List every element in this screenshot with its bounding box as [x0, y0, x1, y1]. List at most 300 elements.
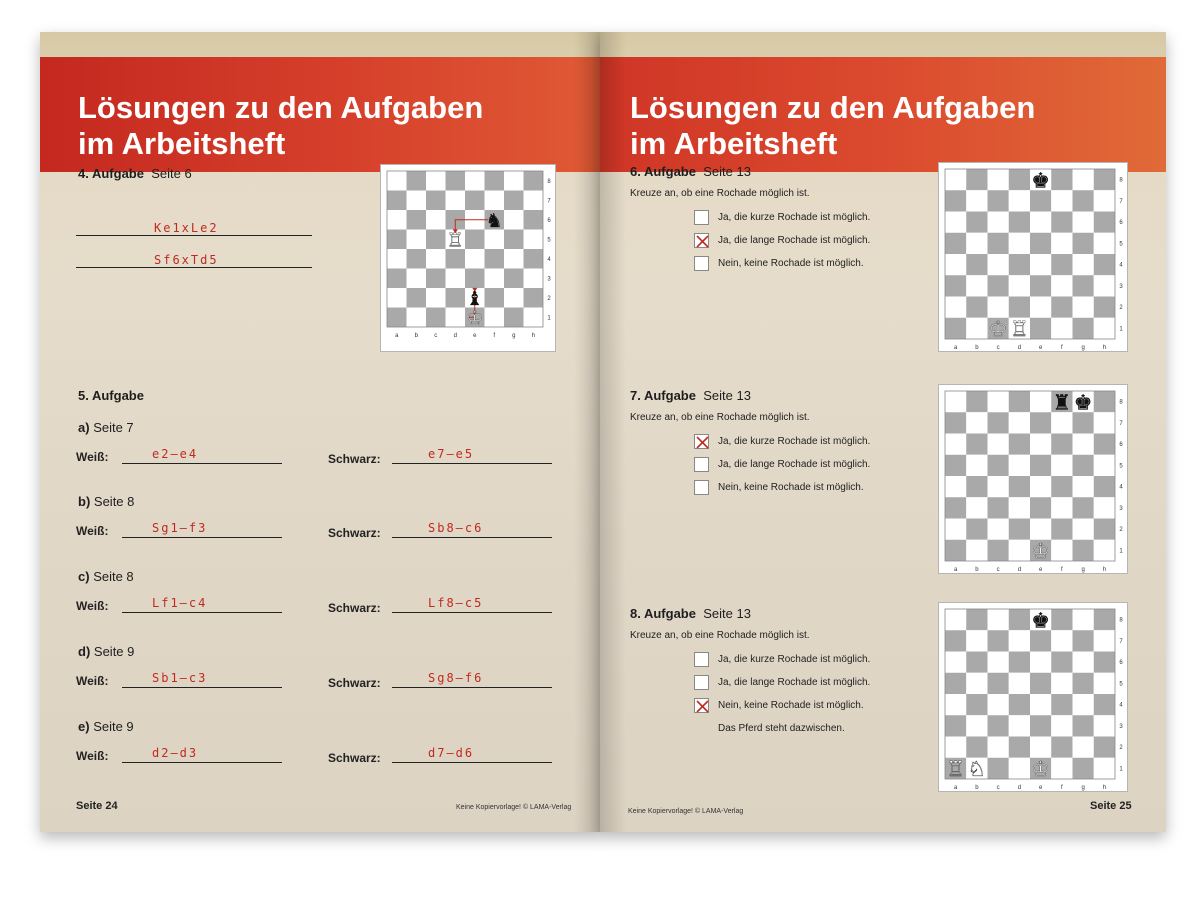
- board-square: [1094, 540, 1115, 561]
- rank-label: 8: [1119, 399, 1123, 406]
- gutter-shadow: [600, 32, 626, 832]
- board-square: [387, 308, 407, 328]
- answer-line: [122, 612, 282, 613]
- rank-label: 6: [547, 217, 551, 224]
- board-square: [1009, 190, 1030, 211]
- board-square: [1030, 652, 1051, 673]
- board-square: [1094, 233, 1115, 254]
- board-square: [504, 191, 524, 211]
- board-square: [988, 212, 1009, 233]
- black-move-answer: d7–d6: [428, 746, 475, 760]
- board-square: [1009, 694, 1030, 715]
- white-king-icon: ♔: [466, 306, 484, 330]
- black-label: Schwarz:: [328, 526, 381, 540]
- left-page: [40, 32, 600, 832]
- black-king-icon: ♚: [1031, 608, 1050, 633]
- file-label: d: [1017, 345, 1022, 351]
- board-square: [426, 191, 446, 211]
- board-square: [1073, 455, 1094, 476]
- board-square: [988, 519, 1009, 540]
- black-rook-icon: ♜: [1052, 390, 1072, 415]
- file-label: c: [996, 785, 1000, 791]
- board-square: [1051, 275, 1072, 296]
- option-label: Ja, die kurze Rochade ist möglich.: [718, 654, 871, 665]
- file-label: g: [1081, 345, 1085, 351]
- board-svg: [939, 603, 1127, 791]
- board-square: [1030, 233, 1051, 254]
- option-checkbox[interactable]: [694, 233, 709, 248]
- board-square: [1051, 318, 1072, 339]
- board-square: [1051, 652, 1072, 673]
- board-square: [1073, 169, 1094, 190]
- board-square: [407, 210, 427, 230]
- white-knight-icon: ♘: [967, 757, 987, 782]
- rank-label: 8: [547, 178, 551, 185]
- option-label: Ja, die lange Rochade ist möglich.: [718, 677, 871, 688]
- board-square: [1009, 233, 1030, 254]
- board-square: [1051, 233, 1072, 254]
- board-square: [1051, 519, 1072, 540]
- answer-line: [122, 762, 282, 763]
- answer-line: [122, 687, 282, 688]
- file-label: g: [1081, 785, 1085, 791]
- file-label: c: [434, 333, 438, 339]
- board-square: [1073, 254, 1094, 275]
- board-square: [945, 254, 966, 275]
- white-label: Weiß:: [76, 450, 109, 464]
- task4-answer-2: Sf6xTd5: [154, 253, 219, 267]
- board-square: [1073, 630, 1094, 651]
- board-square: [524, 230, 544, 250]
- board-square: [1094, 318, 1115, 339]
- rank-label: 7: [1119, 638, 1123, 645]
- option-checkbox[interactable]: [694, 675, 709, 690]
- board-square: [1094, 715, 1115, 736]
- board-square: [1094, 297, 1115, 318]
- white-rook-icon: ♖: [1010, 317, 1029, 342]
- board-square: [1094, 497, 1115, 518]
- board-square: [524, 308, 544, 328]
- file-label: b: [975, 345, 979, 351]
- file-label: d: [1017, 567, 1022, 573]
- copyright-note-right: Keine Kopiervorlage! © LAMA-Verlag: [628, 808, 744, 815]
- rank-label: 7: [1119, 420, 1123, 427]
- board-square: [945, 434, 966, 455]
- board-square: [988, 233, 1009, 254]
- board-square: [504, 210, 524, 230]
- file-label: b: [975, 785, 979, 791]
- board-square: [1009, 737, 1030, 758]
- rank-label: 3: [1119, 723, 1123, 730]
- answer-line: [392, 537, 552, 538]
- board-square: [524, 191, 544, 211]
- option-label: Nein, keine Rochade ist möglich.: [718, 482, 864, 493]
- board-square: [504, 288, 524, 308]
- rank-label: 6: [1119, 220, 1123, 227]
- board-square: [485, 171, 505, 191]
- board-square: [1030, 630, 1051, 651]
- board-square: [1094, 190, 1115, 211]
- file-label: e: [473, 333, 477, 339]
- board-square: [504, 249, 524, 269]
- board-square: [988, 190, 1009, 211]
- board-square: [1094, 412, 1115, 433]
- board-square: [945, 190, 966, 211]
- board-square: [426, 249, 446, 269]
- file-label: f: [1061, 567, 1063, 573]
- board-square: [988, 758, 1009, 779]
- board-square: [945, 297, 966, 318]
- board-square: [1094, 694, 1115, 715]
- rank-label: 4: [1119, 702, 1123, 709]
- board-square: [1073, 412, 1094, 433]
- board-square: [1009, 609, 1030, 630]
- gutter-shadow: [574, 32, 600, 832]
- white-label: Weiß:: [76, 674, 109, 688]
- board-square: [465, 249, 485, 269]
- file-label: e: [1038, 567, 1043, 573]
- board-square: [485, 269, 505, 289]
- board-square: [1009, 391, 1030, 412]
- board-square: [1030, 715, 1051, 736]
- board-square: [1094, 630, 1115, 651]
- task5-part-heading: e) Seite 9: [78, 719, 134, 734]
- cross-mark-icon: [695, 699, 710, 714]
- board-square: [966, 434, 987, 455]
- white-move-answer: Lf1–c4: [152, 596, 208, 610]
- board-square: [1030, 497, 1051, 518]
- board-square: [945, 497, 966, 518]
- board-square: [1051, 540, 1072, 561]
- file-label: d: [1017, 785, 1022, 791]
- white-king-icon: ♔: [1031, 757, 1050, 782]
- file-label: h: [1102, 567, 1107, 573]
- board-square: [1051, 694, 1072, 715]
- board-square: [1030, 254, 1051, 275]
- board-square: [1094, 652, 1115, 673]
- board-square: [1073, 609, 1094, 630]
- board-square: [387, 249, 407, 269]
- board-square: [1009, 540, 1030, 561]
- rank-label: 6: [1119, 442, 1123, 449]
- board-square: [966, 540, 987, 561]
- board-square: [988, 497, 1009, 518]
- board-square: [1051, 254, 1072, 275]
- chessboard-task7: [938, 384, 1128, 574]
- white-move-answer: d2–d3: [152, 746, 199, 760]
- board-square: [446, 288, 466, 308]
- board-square: [504, 230, 524, 250]
- black-label: Schwarz:: [328, 452, 381, 466]
- board-square: [1030, 476, 1051, 497]
- rank-label: 1: [1119, 766, 1123, 773]
- board-square: [1094, 169, 1115, 190]
- board-square: [1051, 758, 1072, 779]
- board-square: [966, 476, 987, 497]
- board-square: [1030, 297, 1051, 318]
- board-square: [1051, 476, 1072, 497]
- board-square: [1009, 275, 1030, 296]
- board-square: [387, 230, 407, 250]
- file-label: g: [512, 333, 516, 339]
- board-square: [504, 269, 524, 289]
- rank-label: 4: [1119, 484, 1123, 491]
- rank-label: 5: [1119, 463, 1123, 470]
- task-note: Das Pferd steht dazwischen.: [718, 723, 845, 734]
- board-square: [1073, 652, 1094, 673]
- option-label: Ja, die kurze Rochade ist möglich.: [718, 436, 871, 447]
- board-square: [945, 715, 966, 736]
- board-square: [988, 652, 1009, 673]
- option-checkbox[interactable]: [694, 256, 709, 271]
- board-square: [426, 288, 446, 308]
- rank-label: 5: [1119, 681, 1123, 688]
- black-label: Schwarz:: [328, 676, 381, 690]
- board-square: [966, 254, 987, 275]
- board-square: [945, 412, 966, 433]
- board-square: [945, 737, 966, 758]
- white-label: Weiß:: [76, 599, 109, 613]
- board-square: [426, 230, 446, 250]
- board-square: [407, 230, 427, 250]
- answer-line: [392, 612, 552, 613]
- option-checkbox[interactable]: [694, 652, 709, 667]
- board-square: [1094, 212, 1115, 233]
- task-heading: 6. Aufgabe Seite 13: [630, 164, 751, 179]
- board-square: [1051, 169, 1072, 190]
- board-square: [504, 171, 524, 191]
- board-square: [1073, 673, 1094, 694]
- option-label: Nein, keine Rochade ist möglich.: [718, 258, 864, 269]
- board-square: [1051, 455, 1072, 476]
- board-square: [945, 275, 966, 296]
- board-square: [1073, 540, 1094, 561]
- board-square: [426, 269, 446, 289]
- board-square: [1073, 476, 1094, 497]
- board-square: [446, 191, 466, 211]
- file-label: b: [975, 567, 979, 573]
- board-square: [988, 694, 1009, 715]
- board-square: [1051, 673, 1072, 694]
- board-square: [988, 297, 1009, 318]
- black-king-icon: ♚: [1031, 168, 1050, 193]
- option-checkbox[interactable]: [694, 210, 709, 225]
- board-square: [1073, 715, 1094, 736]
- answer-line: [122, 537, 282, 538]
- board-square: [988, 169, 1009, 190]
- board-square: [1094, 758, 1115, 779]
- black-king-icon: ♚: [1073, 390, 1093, 415]
- black-move-answer: e7–e5: [428, 447, 475, 461]
- board-square: [1073, 318, 1094, 339]
- rank-label: 8: [1119, 617, 1123, 624]
- board-square: [1051, 412, 1072, 433]
- file-label: e: [1038, 785, 1043, 791]
- file-label: h: [1102, 785, 1107, 791]
- board-square: [966, 673, 987, 694]
- board-square: [945, 630, 966, 651]
- board-square: [407, 288, 427, 308]
- task4-heading: 4. Aufgabe Seite 6: [78, 166, 192, 181]
- board-square: [1030, 318, 1051, 339]
- board-square: [945, 212, 966, 233]
- board-square: [945, 476, 966, 497]
- board-square: [966, 519, 987, 540]
- black-move-answer: Lf8–c5: [428, 596, 484, 610]
- task5-part-heading: b) Seite 8: [78, 494, 135, 509]
- board-square: [1030, 434, 1051, 455]
- rank-label: 5: [547, 237, 551, 244]
- board-square: [1094, 275, 1115, 296]
- board-square: [988, 412, 1009, 433]
- board-square: [945, 694, 966, 715]
- board-square: [426, 308, 446, 328]
- board-square: [966, 275, 987, 296]
- file-label: d: [453, 333, 457, 339]
- cross-mark-icon: [695, 234, 710, 249]
- white-king-icon: ♔: [988, 317, 1008, 342]
- file-label: h: [531, 333, 535, 339]
- board-square: [1094, 476, 1115, 497]
- board-square: [407, 191, 427, 211]
- page-number-left: Seite 24: [76, 800, 118, 812]
- board-square: [945, 391, 966, 412]
- board-square: [1030, 694, 1051, 715]
- board-square: [1094, 609, 1115, 630]
- board-square: [524, 171, 544, 191]
- file-label: b: [414, 333, 418, 339]
- board-square: [387, 210, 407, 230]
- white-label: Weiß:: [76, 749, 109, 763]
- board-square: [1073, 497, 1094, 518]
- board-square: [1051, 737, 1072, 758]
- file-label: c: [996, 345, 1000, 351]
- board-square: [1051, 497, 1072, 518]
- board-square: [966, 297, 987, 318]
- option-checkbox[interactable]: [694, 698, 709, 713]
- rank-label: 3: [1119, 505, 1123, 512]
- board-square: [1051, 190, 1072, 211]
- board-square: [1051, 715, 1072, 736]
- board-square: [504, 308, 524, 328]
- board-square: [426, 210, 446, 230]
- option-checkbox[interactable]: [694, 457, 709, 472]
- white-label: Weiß:: [76, 524, 109, 538]
- board-square: [1051, 630, 1072, 651]
- rank-label: 1: [547, 315, 551, 322]
- task-prompt: Kreuze an, ob eine Rochade möglich ist.: [630, 188, 810, 199]
- white-rook-icon: ♖: [446, 228, 464, 252]
- board-square: [465, 269, 485, 289]
- board-square: [1073, 519, 1094, 540]
- board-square: [966, 212, 987, 233]
- board-square: [966, 169, 987, 190]
- rank-label: 2: [1119, 305, 1123, 312]
- board-square: [945, 169, 966, 190]
- board-square: [988, 737, 1009, 758]
- board-square: [1073, 434, 1094, 455]
- answer-line: [76, 267, 312, 268]
- board-square: [966, 609, 987, 630]
- board-square: [966, 233, 987, 254]
- board-square: [1030, 673, 1051, 694]
- right-page: [600, 32, 1166, 832]
- white-move-answer: Sg1–f3: [152, 521, 208, 535]
- white-move-answer: e2–e4: [152, 447, 199, 461]
- board-square: [966, 630, 987, 651]
- file-label: f: [493, 333, 496, 339]
- board-square: [966, 497, 987, 518]
- rank-label: 8: [1119, 177, 1123, 184]
- title-banner: [600, 57, 1166, 172]
- board-square: [524, 288, 544, 308]
- board-square: [1094, 737, 1115, 758]
- board-square: [446, 269, 466, 289]
- task-prompt: Kreuze an, ob eine Rochade möglich ist.: [630, 412, 810, 423]
- board-square: [387, 269, 407, 289]
- answer-line: [122, 463, 282, 464]
- option-checkbox[interactable]: [694, 434, 709, 449]
- board-square: [988, 275, 1009, 296]
- file-label: h: [1102, 345, 1107, 351]
- board-square: [988, 630, 1009, 651]
- board-square: [988, 254, 1009, 275]
- board-square: [446, 249, 466, 269]
- black-move-answer: Sb8–c6: [428, 521, 484, 535]
- board-square: [966, 318, 987, 339]
- board-square: [524, 249, 544, 269]
- board-square: [945, 540, 966, 561]
- board-square: [1073, 694, 1094, 715]
- board-square: [988, 391, 1009, 412]
- white-move-answer: Sb1–c3: [152, 671, 208, 685]
- white-king-icon: ♔: [1031, 539, 1050, 564]
- board-square: [485, 230, 505, 250]
- board-square: [1030, 519, 1051, 540]
- answer-line: [76, 235, 312, 236]
- rank-label: 7: [547, 198, 551, 205]
- board-square: [1030, 190, 1051, 211]
- board-square: [1009, 455, 1030, 476]
- board-square: [1009, 212, 1030, 233]
- board-square: [966, 190, 987, 211]
- board-square: [1030, 212, 1051, 233]
- board-square: [446, 171, 466, 191]
- copyright-note-left: Keine Kopiervorlage! © LAMA-Verlag: [456, 804, 572, 811]
- task5-part-heading: a) Seite 7: [78, 420, 134, 435]
- rank-label: 7: [1119, 198, 1123, 205]
- file-label: a: [953, 785, 958, 791]
- board-square: [1009, 758, 1030, 779]
- board-svg: [939, 163, 1127, 351]
- board-square: [945, 519, 966, 540]
- chessboard-task6: [938, 162, 1128, 352]
- option-label: Ja, die lange Rochade ist möglich.: [718, 459, 871, 470]
- rank-label: 6: [1119, 660, 1123, 667]
- board-square: [485, 191, 505, 211]
- title-banner: [40, 57, 600, 172]
- option-checkbox[interactable]: [694, 480, 709, 495]
- board-square: [1030, 455, 1051, 476]
- cross-mark-icon: [695, 435, 710, 450]
- board-square: [1051, 434, 1072, 455]
- rank-label: 2: [1119, 745, 1123, 752]
- board-svg: [939, 385, 1127, 573]
- board-square: [988, 609, 1009, 630]
- board-square: [1094, 455, 1115, 476]
- board-square: [387, 171, 407, 191]
- board-square: [465, 171, 485, 191]
